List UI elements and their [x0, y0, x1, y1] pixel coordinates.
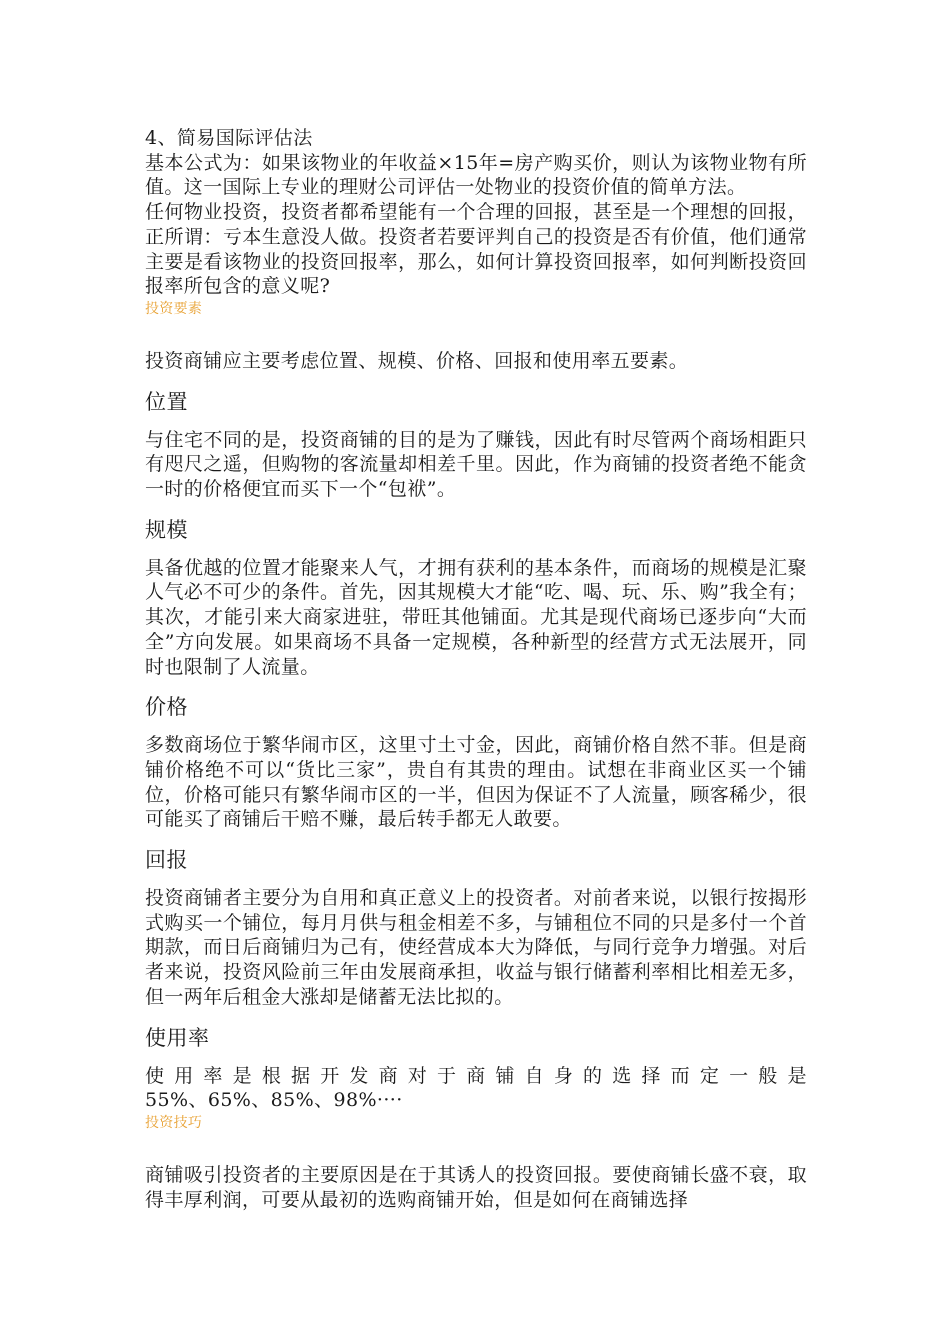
- usage-char: 自: [524, 1064, 545, 1087]
- usage-char: 率: [203, 1064, 223, 1087]
- tips-link[interactable]: 投资技巧: [145, 1114, 203, 1131]
- section-body-return: 投资商铺者主要分为自用和真正意义上的投资者。对前者来说，以银行按揭形式购买一个铺位，每月月供与租金相差不多，与铺租位不同的只是多付一个首期款，而日后商铺归为己有，使经营成本大为降低，与同行竞争力增强。对后者来说，投资风险前三年由发展商承担，收益与银行储蓄利率相比相差无多，但一两年后租金大涨却是储蓄无法比拟的。: [145, 887, 807, 1008]
- usage-char: 一: [729, 1064, 749, 1087]
- intro-formula: 基本公式为：如果该物业的年收益×15年=房产购买价，则认为该物业物有所值。这一国际上专业的理财公司评估一处物业的投资价值的简单方法。: [145, 151, 807, 199]
- section-title-usage: 使用率: [145, 1025, 210, 1050]
- usage-char: 开: [320, 1064, 340, 1087]
- spacer: [145, 319, 807, 349]
- usage-char: 身: [553, 1064, 574, 1087]
- usage-char: 是: [232, 1064, 253, 1087]
- usage-char: 而: [670, 1064, 691, 1087]
- usage-char: 般: [758, 1064, 778, 1087]
- elements-intro: 投资商铺应主要考虑位置、规模、价格、回报和使用率五要素。: [145, 349, 689, 372]
- tips-body: 商铺吸引投资者的主要原因是在于其诱人的投资回报。要使商铺长盛不衰，取得丰厚利润，可要从最初的选购商铺开始，但是如何在商铺选择: [145, 1163, 807, 1211]
- usage-char: 选: [612, 1064, 632, 1087]
- usage-char: 据: [291, 1064, 311, 1087]
- usage-char: 对: [407, 1064, 428, 1087]
- usage-char: 定: [699, 1064, 720, 1087]
- document-page: [145, 126, 807, 1212]
- usage-char: 使: [145, 1064, 165, 1087]
- section-body-price: 多数商场位于繁华闹市区，这里寸土寸金，因此，商铺价格自然不菲。但是商铺价格绝不可以“货比三家”，贵自有其贵的理由。试想在非商业区买一个铺位，价格可能只有繁华闹市区的一半，但因为保证不了人流量，顾客稀少，很可能买了商铺后干赔不赚，最后转手都无人敢要。: [145, 734, 807, 831]
- usage-char: 是: [787, 1064, 807, 1087]
- intro-heading: 4、简易国际评估法: [145, 127, 313, 149]
- elements-link[interactable]: 投资要素: [145, 300, 203, 317]
- usage-body-line2: 55%、65%、85%、98%····: [145, 1089, 403, 1112]
- spacer: [145, 1133, 807, 1163]
- section-body-scale: 具备优越的位置才能聚来人气，才拥有获利的基本条件，而商场的规模是汇聚人气必不可少的条件。首先，因其规模大才能“吃、喝、玩、乐、购”我全有；其次，才能引来大商家进驻，带旺其他铺面。尤其是现代商场已逐步向“大而全”方向发展。如果商场不具备一定规模，各种新型的经营方式无法展开，同时也限制了人流量。: [145, 556, 807, 678]
- section-title-scale: 规模: [145, 517, 188, 542]
- usage-char: 用: [174, 1064, 194, 1087]
- usage-char: 于: [437, 1064, 457, 1087]
- usage-char: 的: [583, 1064, 603, 1087]
- usage-char: 商: [378, 1064, 399, 1087]
- section-title-price: 价格: [145, 695, 188, 720]
- intro-question: 任何物业投资，投资者都希望能有一个合理的回报，甚至是一个理想的回报，正所谓：亏本生意没人做。投资者若要评判自己的投资是否有价值，他们通常主要是看该物业的投资回报率，那么，如何计算投资回报率，如何判断投资回报率所包含的意义呢?: [145, 201, 807, 298]
- section-body-location: 与住宅不同的是，投资商铺的目的是为了赚钱，因此有时尽管两个商场相距只有咫尺之遥，但购物的客流量却相差千里。因此，作为商铺的投资者绝不能贪一时的价格便宜而买下一个“包袱”。: [145, 428, 807, 501]
- usage-char: 商: [466, 1064, 486, 1087]
- usage-char: 发: [349, 1064, 369, 1087]
- usage-char: 择: [641, 1064, 661, 1087]
- usage-body-line1: [145, 1064, 807, 1089]
- usage-char: 根: [261, 1064, 282, 1087]
- section-title-return: 回报: [145, 848, 188, 873]
- section-title-location: 位置: [145, 389, 188, 414]
- usage-char: 铺: [495, 1064, 515, 1087]
